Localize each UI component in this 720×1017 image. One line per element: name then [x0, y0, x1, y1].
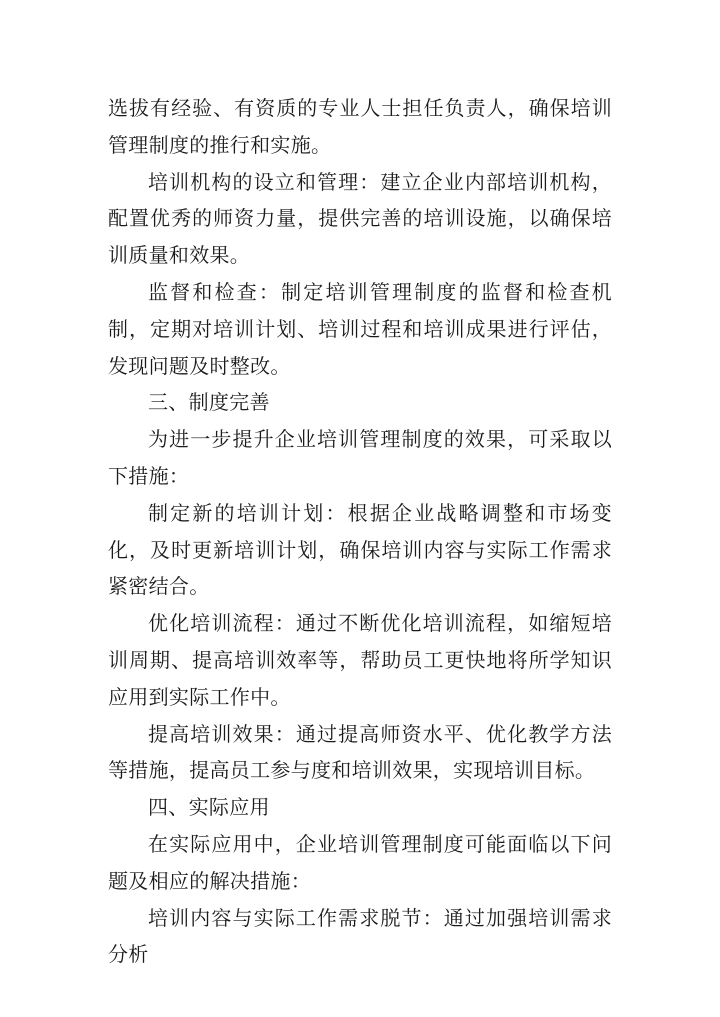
paragraph-continuation: 选拔有经验、有资质的专业人士担任负责人，确保培训管理制度的推行和实施。: [108, 96, 612, 157]
paragraph-optimize-process: 优化培训流程：通过不断优化培训流程，如缩短培训周期、提高培训效率等，帮助员工更快地将所学知识应用到实际工作中。: [108, 611, 612, 709]
paragraph-new-plan: 制定新的培训计划：根据企业战略调整和市场变化，及时更新培训计划，确保培训内容与实际工作需求紧密结合。: [108, 500, 612, 599]
paragraph-supervision: 监督和检查：制定培训管理制度的监督和检查机制，定期对培训计划、培训过程和培训成果进行评估，发现问题及时整改。: [108, 279, 612, 378]
section-heading-practical-application: 四、实际应用: [148, 795, 270, 820]
paragraph-improvement-intro: 为进一步提升企业培训管理制度的效果，可采取以下措施：: [108, 427, 612, 488]
paragraph-content-mismatch: 培训内容与实际工作需求脱节：通过加强培训需求分析: [108, 905, 612, 967]
document-body: [108, 90, 612, 973]
section-heading-system-improvement: 三、制度完善: [148, 390, 270, 415]
paragraph-application-intro: 在实际应用中，企业培训管理制度可能面临以下问题及相应的解决措施：: [108, 831, 612, 893]
paragraph-training-institution: 培训机构的设立和管理：建立企业内部培训机构，配置优秀的师资力量，提供完善的培训设施，以确保培训质量和效果。: [108, 169, 612, 268]
paragraph-improve-effect: 提高培训效果：通过提高师资水平、优化教学方法等措施，提高员工参与度和培训效果，实现培训目标。: [108, 721, 612, 783]
